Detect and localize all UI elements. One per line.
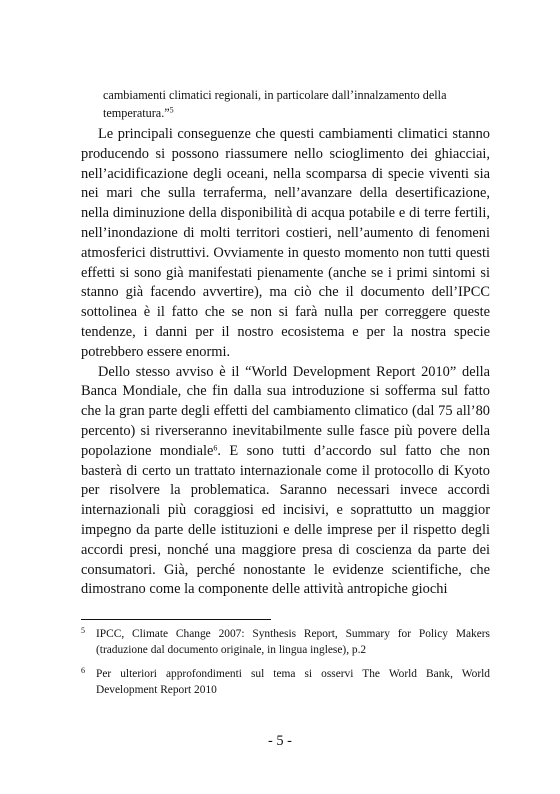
footnote-6-text: Per ulteriori approfondimenti sul tema si osservi The World Bank, World Development Report 2010 xyxy=(96,668,490,696)
page-number: - 5 - xyxy=(268,733,292,749)
body-text xyxy=(81,125,490,600)
paragraph-1 xyxy=(81,125,490,363)
paragraph-1-text: Le principali conseguenze che questi cambiamenti climatici stanno producendo si possono riassumere nello scioglimento dei ghiacciai, nell’acidificazione degli oceani, nella scomparsa di specie viventi sia nei mari che sulla terraferma, nell’avanzare della desertificazione, nella diminuzione della disponibilità di acqua potabile e di terre fertili, nell’inondazione di molti territori costieri, nell’aumento di fenomeni atmosferici distruttivi. Ovviamente in questo momento non tutti questi effetti si sono già manifestati pienamente (anche se i primi sintomi si stanno già facendo avvertire), ma ciò che il documento dell’IPCC sottolinea è il fatto che se non si farà nulla per correggere queste tendenze, i danni per il nostro ecosistema e per la nostra specie potrebbero essere enormi. xyxy=(81,126,490,360)
footnote-6 xyxy=(81,666,490,698)
paragraph-2-text-b: . E sono tutti d’accordo sul fatto che non basterà di certo un trattato internazionale come il protocollo di Kyoto per risolvere la problematica. Saranno necessari invece accordi internazionali più coraggiosi ed incisivi, e soprattutto un maggior impegno da parte delle istituzioni e delle imprese per il rispetto degli accordi presi, nonché una maggiore presa di coscienza da parte dei consumatori. Già, perché nonostante le evidenze scientifiche, che dimostrano come la componente delle attività antropiche giochi xyxy=(81,442,490,598)
footnote-ref-5: 5 xyxy=(169,105,174,115)
footnote-5-text: IPCC, Climate Change 2007: Synthesis Report, Summary for Policy Makers (traduzione dal documento originale, in lingua inglese), p.2 xyxy=(96,628,490,656)
footnote-6-number: 6 xyxy=(81,666,85,675)
footnote-ref-6: 6 xyxy=(213,443,218,453)
quote-text: cambiamenti climatici regionali, in particolare dall’innalzamento della temperatura.” xyxy=(103,88,447,120)
footnote-5 xyxy=(81,626,490,658)
block-quote xyxy=(103,86,478,122)
footnote-5-number: 5 xyxy=(81,626,85,635)
footnote-separator xyxy=(81,619,271,620)
paragraph-2 xyxy=(81,363,490,601)
paragraph-2-text-a: Dello stesso avviso è il “World Development Report 2010” della Banca Mondiale, che fin dalla sua introduzione si sofferma sul fatto che la gran parte degli effetti del cambiamento climatico (dal 75 all’80 percento) si riverseranno inevitabilmente sulle fasce più povere della popolazione mondiale xyxy=(81,363,490,459)
